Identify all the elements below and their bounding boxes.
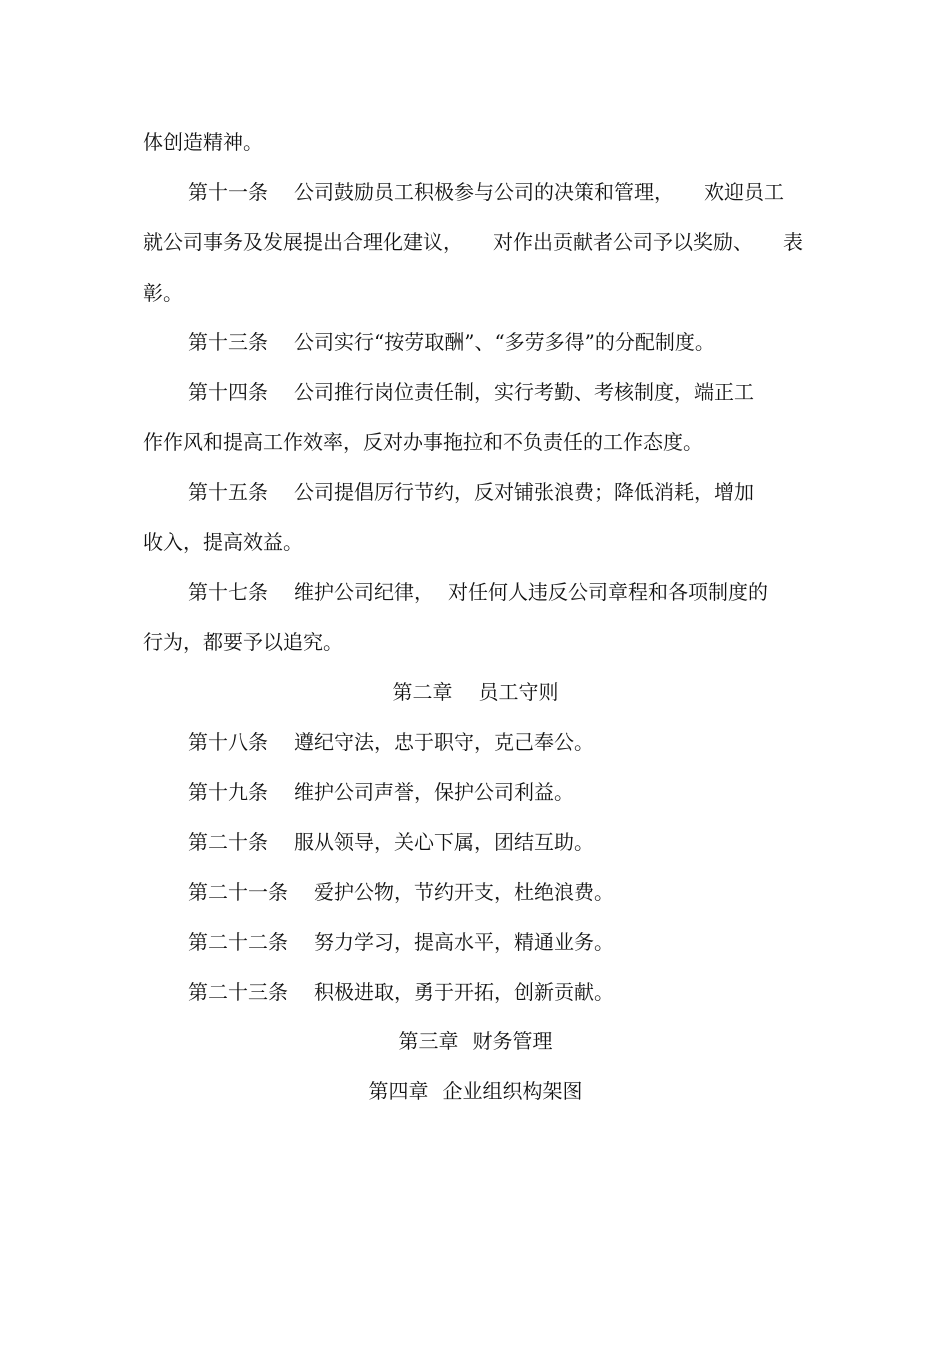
article-text: 对作出贡献者公司予以奖励、	[493, 230, 753, 254]
paragraph-text: 体创造精神。	[143, 130, 263, 154]
article-number: 第十七条	[188, 580, 268, 604]
article-text: 公司实行“按劳取酬”、“多劳多得”的分配制度。	[294, 330, 715, 354]
article-number: 第二十三条	[188, 980, 288, 1004]
article-number: 第二十二条	[188, 930, 288, 954]
article-text: 遵纪守法，忠于职守，克己奉公。	[294, 730, 594, 754]
article-number: 第十九条	[188, 780, 268, 804]
article-15-cont	[143, 529, 808, 555]
article-number: 第十五条	[188, 480, 268, 504]
article-text: 欢迎员工	[704, 180, 784, 204]
article-number: 第十四条	[188, 380, 268, 404]
chapter-number: 第四章	[368, 1079, 429, 1103]
article-number: 第十八条	[188, 730, 268, 754]
text-line	[143, 129, 808, 155]
chapter-title: 企业组织构架图	[442, 1079, 583, 1103]
article-21	[188, 879, 808, 905]
article-text: 公司推行岗位责任制，实行考勤、考核制度，端正工	[294, 380, 754, 404]
chapter-4-heading	[143, 1078, 808, 1104]
article-14	[188, 379, 808, 405]
article-number: 第二十条	[188, 830, 268, 854]
article-15	[188, 479, 808, 505]
article-text: 爱护公物，节约开支，杜绝浪费。	[314, 880, 614, 904]
article-text: 作作风和提高工作效率，反对办事拖拉和不负责任的工作态度。	[143, 430, 703, 454]
article-20	[188, 829, 808, 855]
article-text: 维护公司纪律，	[294, 580, 434, 604]
article-text: 公司提倡厉行节约，反对铺张浪费；降低消耗，增加	[294, 480, 754, 504]
article-text: 表	[783, 230, 803, 254]
article-18	[188, 729, 808, 755]
article-text: 行为，都要予以追究。	[143, 630, 343, 654]
article-text: 积极进取，勇于开拓，创新贡献。	[314, 980, 614, 1004]
article-13	[188, 329, 808, 355]
article-17-cont	[143, 629, 808, 655]
article-text: 努力学习，提高水平，精通业务。	[314, 930, 614, 954]
article-text: 维护公司声誉，保护公司利益。	[294, 780, 574, 804]
article-17	[188, 579, 808, 605]
article-text: 彰。	[143, 281, 183, 305]
chapter-number: 第二章	[392, 680, 453, 704]
article-number: 第二十一条	[188, 880, 288, 904]
article-text: 服从领导，关心下属，团结互助。	[294, 830, 594, 854]
article-text: 对任何人违反公司章程和各项制度的	[448, 580, 768, 604]
article-text: 收入，提高效益。	[143, 530, 303, 554]
chapter-3-heading	[143, 1028, 808, 1054]
chapter-2-heading	[143, 679, 808, 705]
article-14-cont	[143, 429, 808, 455]
article-19	[188, 779, 808, 805]
chapter-title: 员工守则	[478, 680, 559, 704]
article-23	[188, 979, 808, 1005]
article-number: 第十三条	[188, 330, 268, 354]
article-text: 就公司事务及发展提出合理化建议，	[143, 230, 463, 254]
chapter-title: 财务管理	[472, 1029, 553, 1053]
article-11-cont	[143, 229, 808, 255]
article-11	[188, 179, 808, 205]
article-number: 第十一条	[188, 180, 268, 204]
article-22	[188, 929, 808, 955]
article-text: 公司鼓励员工积极参与公司的决策和管理，	[294, 180, 674, 204]
article-11-end	[143, 280, 808, 306]
chapter-number: 第三章	[398, 1029, 459, 1053]
